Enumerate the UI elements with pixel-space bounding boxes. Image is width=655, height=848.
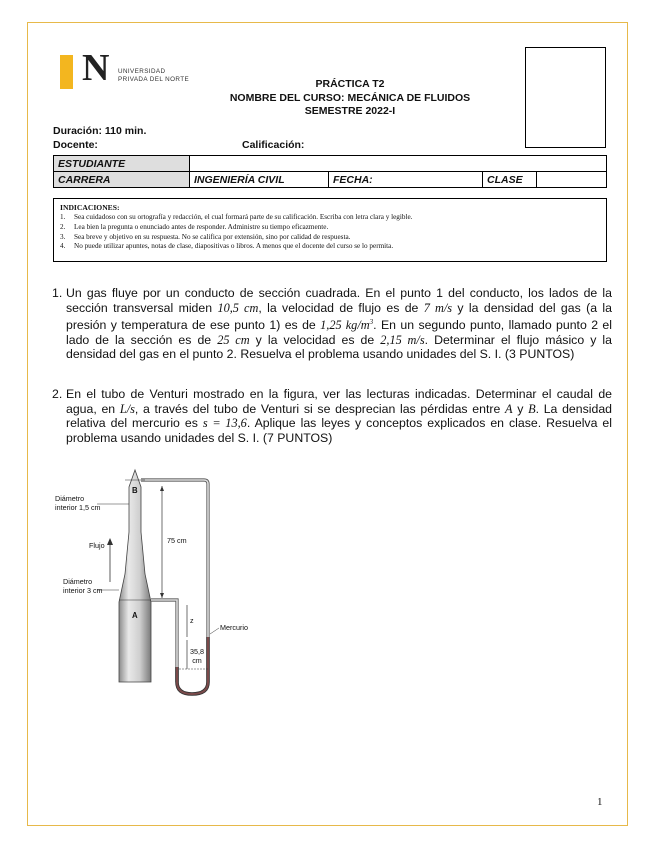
mercury-column [177, 637, 208, 694]
question-2 [52, 387, 612, 445]
semester: SEMESTRE 2022-I [304, 105, 396, 117]
q1-text-d: . En un segundo punto, llamado punto 2 el lado de la sección es de [66, 318, 613, 347]
student-field[interactable] [190, 156, 607, 172]
label-reading-value: 35,8 [190, 647, 204, 656]
lower-tube-core [151, 600, 177, 682]
label-flow: Flujo [89, 541, 105, 550]
instruction-item [60, 213, 600, 223]
instruction-item [60, 233, 600, 243]
instructions-title: INDICACIONES: [60, 203, 120, 212]
lower-tube [151, 600, 177, 682]
label-z: z [190, 616, 194, 625]
q1-text-c: y la densidad del gas (a la presión y temperatura de ese punto 1) es de [66, 300, 612, 333]
instruction-number: 3. [60, 232, 66, 241]
instruction-text: No puede utilizar apuntes, notas de clase, diapositivas o libros. A menos que el docente del curso se lo permita. [74, 242, 394, 251]
label-reading [190, 648, 204, 665]
q1-value-velocity: 7 m/s [423, 300, 453, 315]
student-info-table [53, 155, 607, 188]
university-logo [60, 47, 220, 91]
photo-box [525, 47, 606, 148]
label-diameter-bottom [63, 578, 103, 595]
q2-text-c: y [512, 401, 529, 416]
q2-text-a: En el tubo de Venturi mostrado en la figura, ver las lecturas indicadas. Determinar el caudal de agua, en [66, 387, 612, 416]
career-row [54, 172, 607, 188]
teacher-label: Docente: [53, 139, 98, 151]
page-number: 1 [597, 796, 603, 808]
career-value: INGENIERÍA CIVIL [190, 172, 329, 188]
question-text [66, 387, 612, 445]
q1-text-f: . Determinar el flujo másico y la densidad del gas en el punto 2. Resuelva el problema usando unidades del S. I. (3 PUNTOS) [66, 332, 612, 362]
instruction-item [60, 223, 600, 233]
exam-title: PRÁCTICA T2 [315, 78, 385, 90]
date-label: FECHA: [329, 172, 483, 188]
instructions-box [53, 198, 607, 262]
q1-value-side2: 25 cm [217, 332, 250, 347]
q2-density-value: s = 13,6 [202, 416, 247, 431]
instruction-text: Sea cuidadoso con su ortografía y redacción, el cual formará parte de su calificación. Escriba con letra clara y legible. [74, 213, 413, 221]
instruction-text: Sea breve y objetivo en su respuesta. No se califica por extensión, sino por calidad de respuesta. [74, 232, 351, 241]
q1-density-exp: 3 [369, 318, 374, 327]
label-reading-unit: cm [192, 655, 202, 665]
label-diameter-top-2: interior 1,5 cm [55, 502, 101, 512]
q1-text-b: , la velocidad de flujo es de [258, 300, 424, 315]
career-label: CARRERA [54, 172, 190, 188]
label-point-b: B [132, 486, 138, 495]
q2-point-a: A [505, 401, 513, 416]
label-diameter-bottom-2: interior 3 cm [63, 585, 103, 595]
question-number: 1. [52, 286, 63, 300]
q1-value-density [320, 318, 373, 332]
logo-line-1: UNIVERSIDAD [118, 68, 166, 75]
q2-text-e: . Aplique las leyes y conceptos explicados en clase. Resuelva el problema usando unidades del S. I. (7 PUNTOS) [66, 416, 612, 445]
u-tube [177, 637, 208, 694]
class-label: CLASE [483, 172, 537, 188]
q1-value-velocity2: 2,15 m/s [380, 332, 425, 347]
instruction-item [60, 242, 600, 252]
q1-density-base: 1,25 kg/m [320, 318, 370, 333]
dim-arrow-bottom [160, 593, 164, 598]
question-text [66, 286, 612, 362]
exam-header [200, 78, 500, 119]
label-mercury: Mercurio [220, 623, 248, 632]
q1-text-e: y la velocidad es de [249, 332, 381, 347]
instruction-number: 4. [60, 242, 66, 251]
instruction-number: 1. [60, 213, 66, 221]
label-diameter-top-1: Diámetro [55, 494, 85, 503]
student-label: ESTUDIANTE [54, 156, 190, 172]
logo-line-2: PRIVADA DEL NORTE [118, 75, 190, 83]
q2-text-b: , a través del tubo de Venturi si se desprecian las pérdidas entre [134, 401, 505, 416]
dim-arrow-top [160, 486, 164, 491]
logo-text [118, 68, 189, 84]
question-1 [52, 286, 612, 362]
label-75cm: 75 cm [167, 536, 187, 545]
label-diameter-top [55, 495, 101, 512]
venturi-figure [55, 462, 275, 697]
class-field[interactable] [537, 172, 607, 188]
q2-text-d: . La densidad relativa del mercurio es [66, 401, 613, 431]
label-diameter-bottom-1: Diámetro [63, 577, 93, 586]
leader-mercury [210, 628, 219, 634]
student-row [54, 156, 607, 172]
label-point-a: A [132, 611, 138, 620]
q1-value-side: 10,5 cm [217, 300, 259, 315]
question-number: 2. [52, 387, 63, 401]
duration: Duración: 110 min. [53, 125, 147, 137]
grade-label: Calificación: [242, 139, 305, 151]
logo-yellow-bar [60, 55, 73, 89]
q2-unit: L/s [119, 401, 135, 416]
instruction-text: Lea bien la pregunta o enunciado antes de responder. Administre su tiempo eficazmente. [74, 222, 329, 231]
q1-text-a: Un gas fluye por un conducto de sección cuadrada. En el punto 1 del conducto, los lados de la sección transversal miden [66, 286, 612, 315]
logo-letter: N [82, 47, 110, 89]
course-name: NOMBRE DEL CURSO: MECÁNICA DE FLUIDOS [229, 91, 471, 104]
venturi-pipe [119, 470, 151, 682]
flow-arrow-head [107, 538, 113, 545]
q2-point-b: B [528, 401, 536, 416]
instruction-number: 2. [60, 222, 66, 231]
